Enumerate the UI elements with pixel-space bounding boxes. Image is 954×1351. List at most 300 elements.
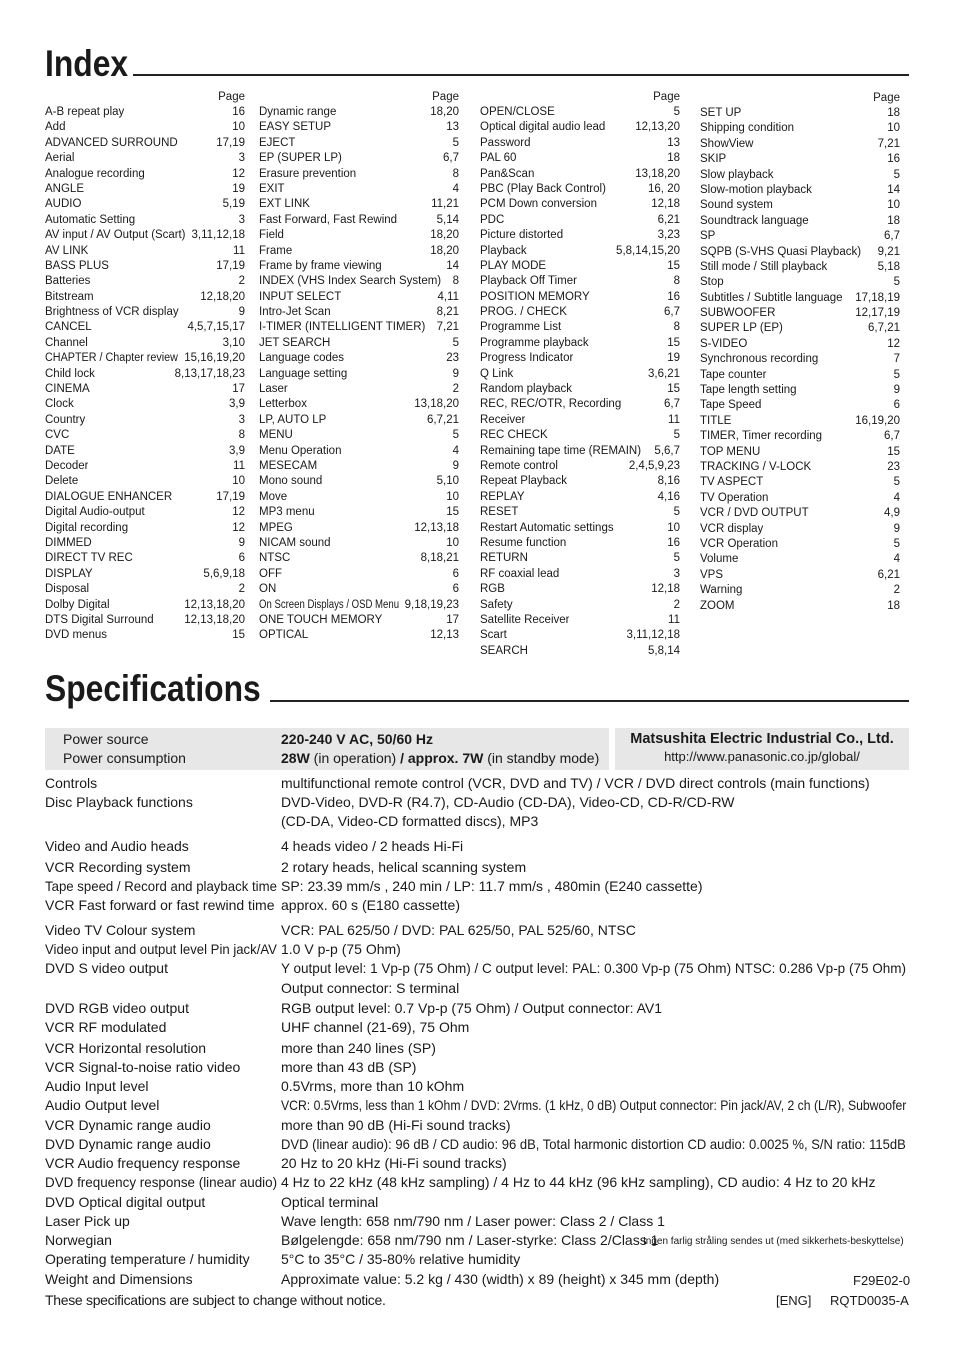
index-page-numbers: 12,18 xyxy=(651,583,680,596)
index-term: DTS Digital Surround xyxy=(45,613,154,626)
spec-value: RGB output level: 0.7 Vp-p (75 Ohm) / Output connector: AV1 xyxy=(281,1000,663,1016)
specifications-heading-rule xyxy=(270,700,909,702)
spec-value: approx. 60 s (E180 cassette) xyxy=(281,897,460,913)
page-column-header: Page xyxy=(432,91,459,103)
index-entry xyxy=(259,244,459,259)
index-entry xyxy=(700,306,900,321)
index-term: DIALOGUE ENHANCER xyxy=(45,490,173,503)
index-term: SQPB (S-VHS Quasi Playback) xyxy=(700,245,862,258)
index-page-numbers: 5 xyxy=(893,476,900,489)
index-term: Brightness of VCR display xyxy=(45,306,179,319)
index-page-numbers: 13,18,20 xyxy=(635,167,680,180)
index-page-numbers: 9 xyxy=(452,459,459,472)
index-page-numbers: 2 xyxy=(673,598,680,611)
index-term: Playback xyxy=(480,244,527,257)
index-term: Programme List xyxy=(480,321,562,334)
index-term: SET UP xyxy=(700,107,742,119)
index-entry xyxy=(45,474,245,489)
spec-value: DVD-Video, DVD-R (R4.7), CD-Audio (CD-DA), Video-CD, CD-R/CD-RW xyxy=(281,794,735,810)
index-term: INDEX (VHS Index Search System) xyxy=(259,275,442,288)
index-page-numbers: 15 xyxy=(887,445,900,458)
index-entry xyxy=(259,582,459,597)
specs-notice: These specifications are subject to change without notice. xyxy=(45,1292,386,1308)
index-term: CINEMA xyxy=(45,383,90,396)
index-term: Dolby Digital xyxy=(45,598,110,611)
index-page-numbers: 15,16,19,20 xyxy=(184,352,245,365)
spec-label: DVD S video output xyxy=(45,960,168,976)
index-entry xyxy=(259,628,459,643)
index-page-numbers: 4 xyxy=(452,182,459,195)
index-term: OFF xyxy=(259,567,282,580)
index-term: Subtitles / Subtitle language xyxy=(700,291,843,304)
index-entry xyxy=(259,551,459,566)
index-page-numbers: 5,10 xyxy=(436,475,459,488)
index-page-numbers: 9 xyxy=(452,367,459,380)
index-entry xyxy=(259,105,459,120)
index-page-numbers: 12,13,18,20 xyxy=(184,598,245,611)
index-entry xyxy=(45,459,245,474)
spec-label: VCR Horizontal resolution xyxy=(45,1040,207,1056)
index-entry xyxy=(45,167,245,182)
index-entry xyxy=(700,214,900,229)
index-term: Playback Off Timer xyxy=(480,275,577,288)
index-entry xyxy=(259,444,459,459)
index-entry xyxy=(259,120,459,135)
index-term: Letterbox xyxy=(259,398,307,411)
index-entry xyxy=(259,259,459,274)
index-term: EP (SUPER LP) xyxy=(259,152,342,165)
index-entry xyxy=(700,337,900,352)
model-code: RQTD0035-A xyxy=(830,1293,909,1308)
index-page-numbers: 19 xyxy=(667,352,680,365)
index-page-numbers: 18 xyxy=(667,152,680,165)
index-page-numbers: 5 xyxy=(673,552,680,565)
index-entry xyxy=(45,120,245,135)
index-page-numbers: 15 xyxy=(446,506,459,519)
index-entry xyxy=(45,274,245,289)
index-entry xyxy=(259,397,459,412)
index-page-numbers: 16 xyxy=(232,106,245,118)
index-entry xyxy=(45,382,245,397)
index-entry xyxy=(45,305,245,320)
index-term: Child lock xyxy=(45,367,95,380)
index-page-numbers: 2,4,5,9,23 xyxy=(628,459,680,472)
index-term: ADVANCED SURROUND xyxy=(45,136,178,149)
index-column-4 xyxy=(700,91,900,614)
index-page-numbers: 10 xyxy=(887,199,900,212)
index-entry xyxy=(700,260,900,275)
index-entry xyxy=(45,320,245,335)
spec-label: VCR Audio frequency response xyxy=(45,1155,241,1171)
index-page-numbers: 11 xyxy=(233,244,245,257)
index-page-numbers: 19 xyxy=(232,182,245,195)
spec-label: Disc Playback functions xyxy=(45,794,193,810)
index-page-numbers: 10 xyxy=(667,521,680,534)
index-entry xyxy=(480,167,680,182)
index-entry xyxy=(45,444,245,459)
index-page-numbers: 23 xyxy=(446,352,459,365)
index-term: Random playback xyxy=(480,383,573,396)
index-page-numbers: 5,6,7 xyxy=(654,444,680,457)
index-entry xyxy=(45,182,245,197)
index-entry xyxy=(45,490,245,505)
index-term: SUBWOOFER xyxy=(700,307,776,320)
index-term: RGB xyxy=(480,583,505,596)
spec-value: Wave length: 658 nm/790 nm / Laser power: Class 2 / Class 1 xyxy=(281,1213,665,1229)
index-heading xyxy=(45,45,142,82)
index-entry xyxy=(480,320,680,335)
index-term: Optical digital audio lead xyxy=(480,121,606,134)
index-entry xyxy=(480,351,680,366)
index-entry xyxy=(45,367,245,382)
spec-label: VCR RF modulated xyxy=(45,1019,167,1035)
index-entry xyxy=(700,291,900,306)
company-url: http://www.panasonic.co.jp/global/ xyxy=(664,749,860,764)
index-entry xyxy=(45,259,245,274)
index-entry xyxy=(700,121,900,136)
index-entry xyxy=(259,474,459,489)
index-page-numbers: 4 xyxy=(893,491,900,504)
index-entry xyxy=(700,429,900,444)
index-page-numbers: 6,7 xyxy=(884,430,900,443)
index-entry xyxy=(45,197,245,212)
index-entry xyxy=(45,136,245,151)
index-term: ANGLE xyxy=(45,182,84,195)
index-term: PROG. / CHECK xyxy=(480,306,567,319)
index-entry xyxy=(480,336,680,351)
index-page-numbers: 11 xyxy=(668,413,680,426)
spec-value: VCR: PAL 625/50 / DVD: PAL 625/50, PAL 525/60, NTSC xyxy=(281,922,636,938)
index-term: Field xyxy=(259,229,284,242)
index-entry xyxy=(45,290,245,305)
index-page-numbers: 8 xyxy=(238,429,245,442)
index-term: TRACKING / V-LOCK xyxy=(700,460,812,473)
spec-value: VCR: 0.5Vrms, less than 1 kOhm / DVD: 2Vrms. (1 kHz, 0 dB) Output connector: Pin jack/AV, 2 ch (L/R), Subwoofer xyxy=(281,1097,907,1113)
index-term: PDC xyxy=(480,213,505,226)
index-entry xyxy=(480,644,680,659)
index-page-numbers: 6,7,21 xyxy=(427,413,459,426)
index-page-numbers: 8,16 xyxy=(657,475,680,488)
spec-label: Controls xyxy=(45,775,98,791)
index-entry xyxy=(45,428,245,443)
index-entry xyxy=(480,505,680,520)
index-term: VCR / DVD OUTPUT xyxy=(700,507,809,520)
index-term: INPUT SELECT xyxy=(259,290,342,303)
index-term: BASS PLUS xyxy=(45,259,109,272)
index-page-numbers: 14 xyxy=(446,259,459,272)
index-page-numbers: 3,23 xyxy=(657,229,680,242)
language-tag: [ENG] xyxy=(776,1293,812,1308)
index-entry xyxy=(259,490,459,505)
index-page-numbers: 9 xyxy=(238,536,245,549)
index-term: Programme playback xyxy=(480,336,589,349)
index-page-numbers: 5 xyxy=(673,506,680,519)
spec-value: multifunctional remote control (VCR, DVD and TV) / VCR / DVD direct controls (main functions) xyxy=(281,775,870,791)
index-entry xyxy=(700,198,900,213)
spec-label: Audio Input level xyxy=(45,1078,149,1094)
index-term: OPTICAL xyxy=(259,629,309,642)
index-term: Country xyxy=(45,413,86,426)
index-entry xyxy=(45,505,245,520)
index-page-numbers: 6,21 xyxy=(657,213,680,226)
spec-value: Bølgelengde: 658 nm/790 nm / Laser-styrke: Class 2/Class 1 xyxy=(281,1232,659,1248)
index-entry xyxy=(700,583,900,598)
index-term: Safety xyxy=(480,598,513,611)
index-page-numbers: 10 xyxy=(446,490,459,503)
index-page-numbers: 12,18,20 xyxy=(200,290,245,303)
index-page-numbers: 5 xyxy=(673,106,680,118)
index-page-numbers: 3,11,12,18 xyxy=(626,629,680,642)
index-term: Remote control xyxy=(480,459,558,472)
spec-value: more than 90 dB (Hi-Fi sound tracks) xyxy=(281,1117,511,1133)
spec-value: SP: 23.39 mm/s , 240 min / LP: 11.7 mm/s , 480min (E240 cassette) xyxy=(281,878,703,894)
index-entry xyxy=(700,137,900,152)
spec-value: UHF channel (21-69), 75 Ohm xyxy=(281,1019,470,1035)
index-term: PAL 60 xyxy=(480,152,517,165)
index-page-numbers: 5,6,9,18 xyxy=(203,567,245,580)
power-operation-note: (in operation) xyxy=(309,750,401,766)
index-entry xyxy=(480,428,680,443)
index-entry xyxy=(480,628,680,643)
index-term: Shipping condition xyxy=(700,122,794,135)
index-term: VPS xyxy=(700,568,724,581)
index-term: RF coaxial lead xyxy=(480,567,560,580)
index-page-numbers: 12,18 xyxy=(651,198,680,211)
index-term: PBC (Play Back Control) xyxy=(480,182,606,195)
index-term: DIRECT TV REC xyxy=(45,552,133,565)
index-page-numbers: 7,21 xyxy=(877,137,900,150)
index-term: Soundtrack language xyxy=(700,214,809,227)
spec-value: (CD-DA, Video-CD formatted discs), MP3 xyxy=(281,813,539,829)
index-entry xyxy=(700,506,900,521)
index-entry xyxy=(259,197,459,212)
index-page-numbers: 2 xyxy=(452,383,459,396)
index-term: POSITION MEMORY xyxy=(480,290,590,303)
index-page-numbers: 9 xyxy=(238,306,245,319)
index-page-numbers: 3 xyxy=(238,413,245,426)
index-page-numbers: 6 xyxy=(238,552,245,565)
index-term: TITLE xyxy=(700,414,732,427)
index-page-numbers: 12 xyxy=(232,167,245,180)
index-entry xyxy=(700,552,900,567)
spec-value: 4 heads video / 2 heads Hi-Fi xyxy=(281,838,464,854)
spec-label: Video TV Colour system xyxy=(45,922,196,938)
index-entry xyxy=(259,320,459,335)
index-term: SKIP xyxy=(700,153,727,166)
index-entry xyxy=(700,475,900,490)
index-entry xyxy=(480,413,680,428)
index-page-numbers: 14 xyxy=(887,183,900,196)
spec-value: 4 Hz to 22 kHz (48 kHz sampling) / 4 Hz to 44 kHz (96 kHz sampling), CD audio: 4 Hz to 20 kHz xyxy=(281,1174,876,1190)
index-entry xyxy=(480,305,680,320)
index-term: OPEN/CLOSE xyxy=(480,106,555,118)
norwegian-laser-note: Ingen farlig stråling sendes ut (med sikkerhets-beskyttelse) xyxy=(643,1236,904,1247)
spec-value: 2 rotary heads, helical scanning system xyxy=(281,859,527,875)
power-consumption-label: Power consumption xyxy=(63,750,186,766)
index-entry xyxy=(45,151,245,166)
index-entry xyxy=(259,567,459,582)
index-entry xyxy=(700,460,900,475)
index-page-numbers: 3,9 xyxy=(229,398,245,411)
index-page-numbers: 4,16 xyxy=(657,490,680,503)
index-entry xyxy=(45,105,245,120)
index-page-numbers: 4 xyxy=(452,444,459,457)
index-term: CANCEL xyxy=(45,321,92,334)
index-page-numbers: 5 xyxy=(893,368,900,381)
index-page-numbers: 11 xyxy=(668,613,680,626)
index-page-numbers: 12,13,20 xyxy=(635,121,680,134)
index-page-numbers: 3 xyxy=(238,213,245,226)
index-entry xyxy=(45,628,245,643)
index-entry xyxy=(480,244,680,259)
index-page-numbers: 15 xyxy=(667,259,680,272)
index-term: Fast Forward, Fast Rewind xyxy=(259,213,398,226)
index-entry xyxy=(480,444,680,459)
index-term: Intro-Jet Scan xyxy=(259,306,331,319)
index-entry xyxy=(480,459,680,474)
spec-label: VCR Recording system xyxy=(45,859,191,875)
index-entry xyxy=(480,182,680,197)
index-page-numbers: 2 xyxy=(893,584,900,597)
index-term: Language codes xyxy=(259,352,345,365)
index-term: Delete xyxy=(45,475,79,488)
index-term: Synchronous recording xyxy=(700,353,819,366)
index-entry xyxy=(45,536,245,551)
index-term: DATE xyxy=(45,444,75,457)
index-term: Q Link xyxy=(480,367,514,380)
index-page-numbers: 5,8,14,15,20 xyxy=(616,244,680,257)
index-entry xyxy=(480,382,680,397)
index-heading-rule xyxy=(133,74,909,76)
index-term: AUDIO xyxy=(45,198,82,211)
power-source-label: Power source xyxy=(63,731,149,747)
index-page-numbers: 6,7 xyxy=(884,230,900,243)
index-term: Slow-motion playback xyxy=(700,183,812,196)
index-entry xyxy=(480,290,680,305)
index-entry xyxy=(259,182,459,197)
index-page-numbers: 18 xyxy=(887,107,900,119)
index-term: Bitstream xyxy=(45,290,94,303)
index-term: Aerial xyxy=(45,152,75,165)
index-term: Tape length setting xyxy=(700,384,797,397)
index-entry xyxy=(259,167,459,182)
index-page-numbers: 5 xyxy=(893,276,900,289)
index-page-numbers: 5,8,14 xyxy=(648,644,680,657)
index-page-numbers: 6 xyxy=(893,399,900,412)
index-term: Sound system xyxy=(700,199,773,212)
index-term: Stop xyxy=(700,276,724,289)
index-page-numbers: 5 xyxy=(452,336,459,349)
index-page-numbers: 4,9 xyxy=(884,507,900,520)
index-entry xyxy=(480,197,680,212)
spec-label: Norwegian xyxy=(45,1232,112,1248)
spec-value: Output connector: S terminal xyxy=(281,980,460,996)
index-term: NTSC xyxy=(259,552,291,565)
index-term: PLAY MODE xyxy=(480,259,547,272)
index-entry xyxy=(480,582,680,597)
index-entry xyxy=(700,245,900,260)
index-page-numbers: 15 xyxy=(667,336,680,349)
index-entry xyxy=(259,274,459,289)
index-entry xyxy=(480,274,680,289)
index-term: MESECAM xyxy=(259,459,318,472)
index-entry xyxy=(480,228,680,243)
index-entry xyxy=(259,367,459,382)
index-page-numbers: 12,13 xyxy=(430,629,459,642)
index-term: SUPER LP (EP) xyxy=(700,322,783,335)
index-page-numbers: 6,7 xyxy=(443,152,459,165)
index-page-numbers: 6,7 xyxy=(664,398,680,411)
index-entry xyxy=(700,106,900,121)
index-entry xyxy=(480,120,680,135)
index-entry xyxy=(480,136,680,151)
spec-label: DVD Dynamic range audio xyxy=(45,1136,211,1152)
index-term: TV ASPECT xyxy=(700,476,764,489)
index-entry xyxy=(480,598,680,613)
index-page-numbers: 15 xyxy=(667,383,680,396)
index-title: Index xyxy=(45,43,129,84)
index-page-numbers: 5 xyxy=(452,136,459,149)
index-page-numbers: 12 xyxy=(232,506,245,519)
index-page-numbers: 18,20 xyxy=(430,106,459,118)
power-source-value: 220-240 V AC, 50/60 Hz xyxy=(281,731,434,747)
index-term: Batteries xyxy=(45,275,91,288)
index-term: Slow playback xyxy=(700,168,774,181)
index-term: Disposal xyxy=(45,583,90,596)
index-entry xyxy=(700,414,900,429)
index-entry xyxy=(45,351,245,366)
index-page-numbers: 10 xyxy=(232,121,245,134)
power-consumption-value xyxy=(281,750,599,766)
index-page-numbers: 16,19,20 xyxy=(855,414,900,427)
index-page-numbers: 5,19 xyxy=(222,198,245,211)
index-entry xyxy=(480,397,680,412)
index-page-numbers: 3,6,21 xyxy=(648,367,680,380)
index-page-numbers: 17,19 xyxy=(216,259,245,272)
index-page-numbers: 12 xyxy=(232,521,245,534)
index-page-numbers: 6,21 xyxy=(877,568,900,581)
index-entry xyxy=(259,613,459,628)
index-term: LP, AUTO LP xyxy=(259,413,327,426)
index-entry xyxy=(700,491,900,506)
index-page-numbers: 3,11,12,18 xyxy=(191,229,245,242)
index-term: DISPLAY xyxy=(45,567,93,580)
index-term: MENU xyxy=(259,429,293,442)
index-page-numbers: 5,14 xyxy=(436,213,459,226)
index-entry xyxy=(480,213,680,228)
spec-value: DVD (linear audio): 96 dB / CD audio: 96 dB, Total harmonic distortion CD audio: 0.0025 %, S/N ratio: 115dB xyxy=(281,1136,906,1152)
index-page-numbers: 2 xyxy=(238,583,245,596)
index-page-numbers: 15 xyxy=(232,629,245,642)
index-term: DIMMED xyxy=(45,536,92,549)
index-page-numbers: 11 xyxy=(233,459,245,472)
index-entry xyxy=(259,521,459,536)
spec-value: 1.0 V p-p (75 Ohm) xyxy=(281,941,401,957)
index-term: EJECT xyxy=(259,136,296,149)
index-term: JET SEARCH xyxy=(259,336,331,349)
index-term: Password xyxy=(480,136,531,149)
index-page-numbers: 3,9 xyxy=(229,444,245,457)
index-page-numbers: 5 xyxy=(452,429,459,442)
index-page-numbers: 12,17,19 xyxy=(855,307,900,320)
index-entry xyxy=(259,382,459,397)
index-entry xyxy=(480,259,680,274)
spec-label: Video and Audio heads xyxy=(45,838,189,854)
company-name: Matsushita Electric Industrial Co., Ltd. xyxy=(630,731,894,747)
index-entry xyxy=(259,213,459,228)
index-term: Scart xyxy=(480,629,507,642)
index-entry xyxy=(480,474,680,489)
